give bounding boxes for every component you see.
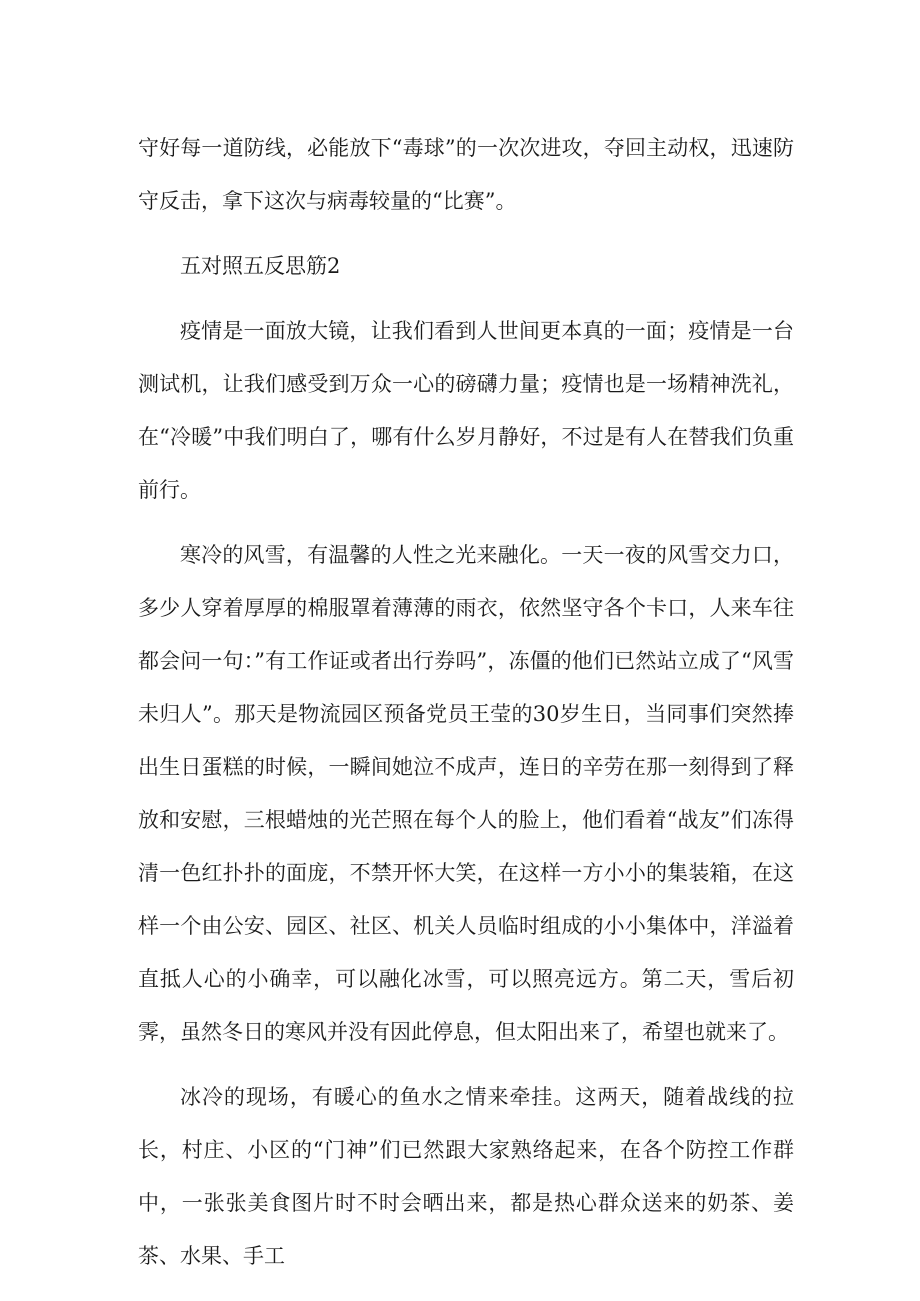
paragraph-continuation: 守好每一道防线，必能放下“毒球”的一次次进攻，夺回主动权，迅速防守反击，拿下这次与病毒较量的“比赛”。 [138,136,794,213]
paragraph-cold-scene: 冰冷的现场，有暖心的鱼水之情来牵挂。这两天，随着战线的拉长，村庄、小区的“门神”们已然跟大家熟络起来，在各个防控工作群中，一张张美食图片时不时会晒出来，都是热心群众送来的奶茶、姜茶、水果、手工 [138,1085,794,1268]
paragraph-cold-snow: 寒冷的风雪，有温馨的人性之光来融化。一天一夜的风雪交力口，多少人穿着厚厚的棉服罩着薄薄的雨衣，依然坚守各个卡口，人来车往都会问一句：”有工作证或者出行券吗”，冻僵的他们已然站立成了“风雪未归人”。那天是物流园区预备党员王莹的30岁生日，当同事们突然捧出生日蛋糕的时候，一瞬间她泣不成声，连日的辛劳在那一刻得到了释放和安慰，三根蜡烛的光芒照在每个人的脸上，他们看着“战友”们冻得清一色红扑扑的面庞，不禁开怀大笑，在这样一方小小的集装箱，在这样一个由公安、园区、社区、机关人员临时组成的小小集体中，洋溢着直抵人心的小确幸，可以融化冰雪，可以照亮远方。第二天，雪后初霁，虽然冬日的寒风并没有因此停息，但太阳出来了，希望也就来了。 [138,543,794,1044]
document-body [138,122,794,1295]
section-heading: 五对照五反思筋2 [180,254,341,278]
paragraph-epidemic-intro: 疫情是一面放大镜，让我们看到人世间更本真的一面；疫情是一台测试机，让我们感受到万众一心的磅礴力量；疫情也是一场精神洗礼，在“冷暖”中我们明白了，哪有什么岁月静好，不过是有人在替我们负重前行。 [138,319,794,502]
